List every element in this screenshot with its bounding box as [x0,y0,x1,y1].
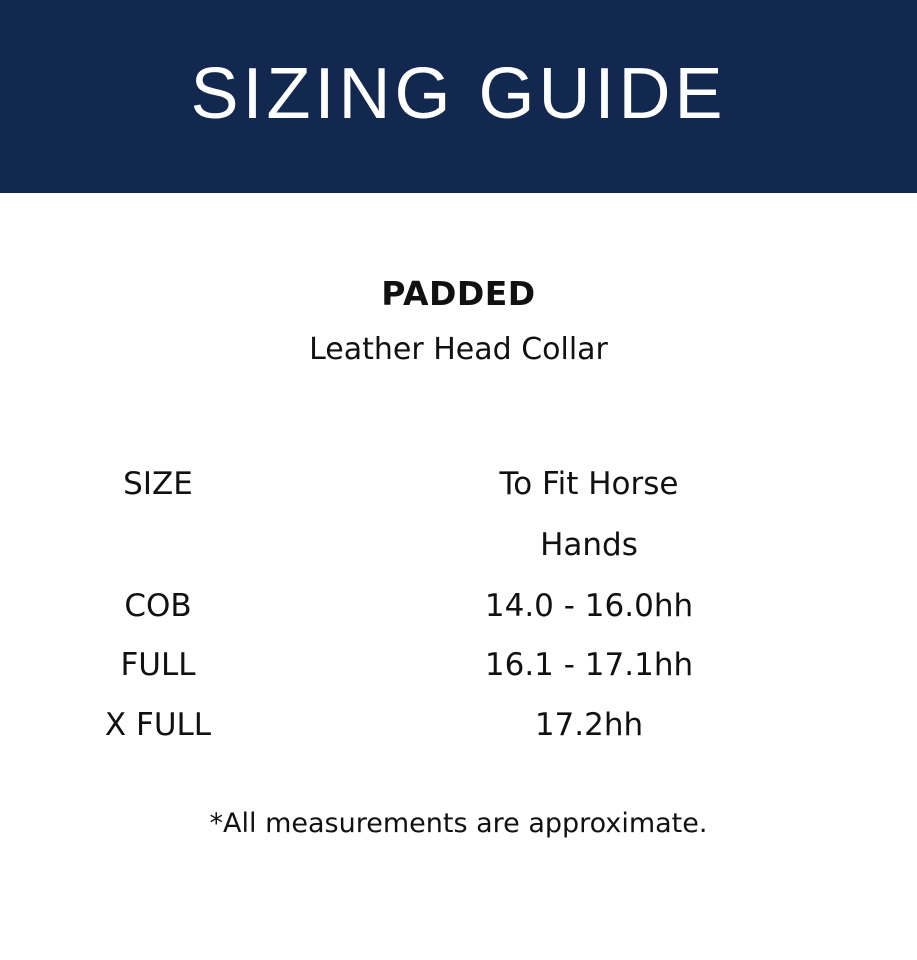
size-cell: FULL [120,647,196,683]
product-name: PADDED [381,274,536,313]
fit-cell: 16.1 - 17.1hh [484,647,694,683]
size-column-header: SIZE [123,466,193,502]
product-subtitle: Leather Head Collar [309,332,608,367]
fit-cell: 14.0 - 16.0hh [484,588,694,624]
fit-column-header: To Fit Horse [499,466,679,502]
footnote: *All measurements are approximate. [209,808,708,839]
page-title: SIZING GUIDE [190,53,727,134]
size-cell: COB [124,588,192,624]
size-cell: X FULL [104,707,212,743]
fit-cell: 17.2hh [534,707,644,743]
fit-column-header-line2: Hands [540,527,638,563]
